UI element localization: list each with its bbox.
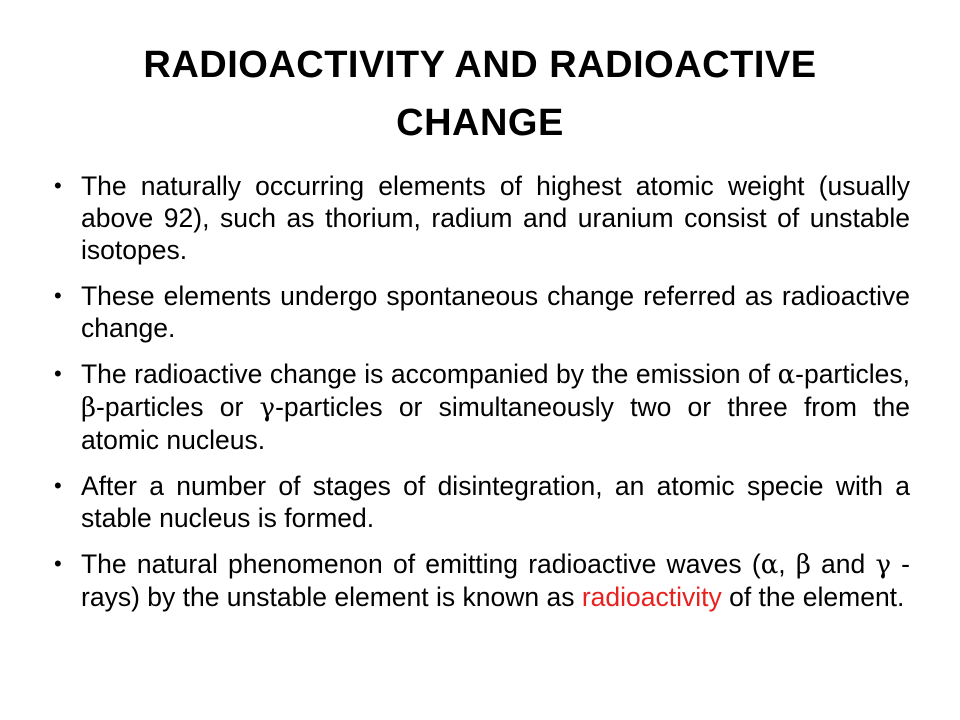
- bullet-dot-icon: •: [54, 551, 62, 576]
- bullet-text: The naturally occurring elements of highest atomic weight (usually above 92), such as thorium, radium and uranium consist of unstable isotopes.: [81, 171, 910, 265]
- bullet-text-part: -particles or: [96, 392, 260, 422]
- bullet-text-part: ,: [778, 549, 796, 579]
- alpha-symbol: α: [777, 360, 796, 390]
- bullet-item: [48, 280, 910, 344]
- bullet-list: [48, 170, 910, 627]
- bullet-text-part: -particles or simultaneously two or three from the atomic nucleus.: [81, 392, 911, 455]
- bullet-text-part: and: [810, 549, 876, 579]
- bullet-text-part: of the element.: [721, 582, 905, 612]
- bullet-item: [48, 548, 910, 613]
- bullet-text-part: The natural phenomenon of emitting radioactive waves (: [81, 549, 761, 579]
- bullet-dot-icon: •: [54, 173, 62, 198]
- beta-symbol: β: [795, 550, 811, 580]
- bullet-text: After a number of stages of disintegration, an atomic specie with a stable nucleus is formed.: [81, 471, 910, 533]
- beta-symbol: β: [81, 393, 97, 423]
- radioactivity-highlight: radioactivity: [581, 582, 722, 612]
- title-line-1: RADIOACTIVITY AND RADIOACTIVE: [143, 44, 817, 86]
- bullet-dot-icon: •: [54, 473, 62, 498]
- slide-title: [60, 36, 900, 152]
- bullet-item: [48, 358, 910, 456]
- title-line-2: CHANGE: [396, 102, 564, 144]
- bullet-dot-icon: •: [54, 361, 62, 386]
- gamma-symbol: γ: [875, 550, 891, 580]
- alpha-symbol: α: [760, 550, 779, 580]
- bullet-text-part: -rays) by the unstable element is known as: [81, 549, 910, 612]
- bullet-item: [48, 470, 910, 534]
- gamma-symbol: γ: [259, 393, 276, 423]
- bullet-text-part: -particles,: [795, 359, 910, 389]
- bullet-text-part: The radioactive change is accompanied by the emission of: [81, 359, 778, 389]
- bullet-item: [48, 170, 910, 266]
- bullet-text: These elements undergo spontaneous change referred as radioactive change.: [81, 281, 910, 343]
- bullet-dot-icon: •: [54, 283, 62, 308]
